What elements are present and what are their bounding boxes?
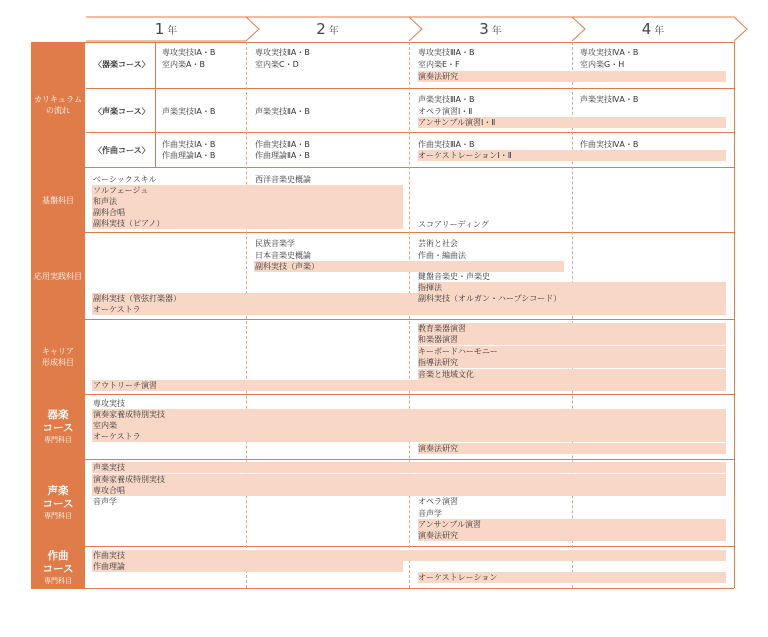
subject-text: 専攻合唱 (93, 486, 125, 495)
subject-text: 音声学 (418, 509, 442, 518)
subject-text: 指導法研究 (418, 358, 458, 367)
subject-text: 作曲実技ⅣA・B (580, 140, 639, 149)
course-label-kigaku: 〈器楽コース〉 (94, 60, 150, 69)
subject-bar (418, 357, 726, 368)
grid-line (31, 232, 734, 233)
subject-text: 演奏家養成特別実技 (93, 475, 165, 484)
subject-text: 室内楽E・F (418, 60, 460, 69)
subject-text: 和楽器演習 (418, 335, 458, 344)
subject-text: 演奏法研究 (418, 444, 458, 453)
subject-text: 専攻実技 (93, 399, 125, 408)
section-label-kigaku: 器楽 コース 専門科目 (31, 395, 85, 459)
grid-line (31, 167, 734, 168)
subject-text: 声楽実技ⅠA・B (162, 107, 216, 116)
subject-bar (92, 550, 726, 561)
subject-text: 専攻実技ⅣA・B (580, 48, 639, 57)
subject-text: ベーシックスキル (93, 175, 157, 184)
subject-text: 作曲理論ⅠA・B (162, 151, 216, 160)
subject-text: オペラ演習 (418, 497, 458, 506)
grid-line (155, 42, 156, 167)
course-label-sakkyoku: 〈作曲コース〉 (94, 146, 150, 155)
subject-text: 室内楽 (93, 421, 117, 430)
subject-text: 作曲実技ⅠA・B (162, 140, 216, 149)
year-1-header: 1 年 (154, 20, 178, 38)
subject-text: 声楽実技ⅡA・B (255, 107, 310, 116)
section-label-kiso: 基盤科目 (31, 168, 85, 232)
grid-line (31, 394, 734, 395)
section-label-seigaku: 声楽 コース 専門科目 (31, 460, 85, 546)
subject-text: 室内楽G・H (580, 60, 625, 69)
subject-text: 鍵盤音楽史・声楽史 (418, 272, 490, 281)
subject-bar (92, 380, 726, 391)
subject-text: ソルフェージュ (93, 186, 149, 195)
grid-line (31, 42, 734, 43)
subject-text: オーケストラ (93, 305, 141, 314)
subject-text: 室内楽C・D (255, 60, 299, 69)
subject-text: 指揮法 (418, 283, 442, 292)
subject-text: 作曲理論 (93, 562, 125, 571)
subject-text: アンサンブル演習Ⅰ・Ⅱ (418, 118, 496, 127)
subject-text: 専攻実技ⅠA・B (162, 48, 216, 57)
subject-text: オペラ演習Ⅰ・Ⅱ (418, 107, 473, 116)
section-label-ouyou: 応用実践科目 (31, 233, 85, 319)
subject-text: 室内楽A・B (162, 60, 205, 69)
subject-bar (92, 561, 403, 572)
subject-text: 声楽実技ⅣA・B (580, 95, 639, 104)
subject-text: オーケストレーション (418, 573, 498, 582)
subject-bar (418, 282, 726, 293)
course-label-seigaku: 〈声楽コース〉 (94, 107, 150, 116)
subject-text: 作曲実技ⅢA・B (418, 140, 475, 149)
grid-line (86, 132, 734, 133)
subject-text: キーボードハーモニー (418, 347, 498, 356)
subject-text: 西洋音楽史概論 (255, 175, 311, 184)
grid-line (31, 319, 734, 320)
subject-bar (92, 304, 726, 315)
subject-bar (418, 443, 726, 454)
subject-text: オーケストラ (93, 432, 141, 441)
grid-line (31, 588, 734, 589)
subject-text: 副科実技（管弦打楽器） (93, 294, 181, 303)
subject-bar (92, 409, 726, 420)
subject-bar (92, 196, 403, 207)
subject-text: 作曲・編曲法 (418, 251, 466, 260)
subject-bar (92, 485, 726, 496)
year-2-header: 2 年 (316, 20, 339, 38)
subject-bar (92, 474, 726, 485)
grid-line (31, 459, 734, 460)
subject-bar (92, 293, 726, 304)
subject-text: 副科合唱 (93, 208, 125, 217)
subject-text: 教育楽器演習 (418, 324, 466, 333)
subject-text: オーケストレーションⅠ・Ⅱ (418, 151, 512, 160)
subject-text: 作曲実技 (93, 551, 125, 560)
year-3-header: 3 年 (479, 20, 502, 38)
section-label-career: キャリア 形成科目 (31, 320, 85, 394)
subject-text: 副科実技（声楽） (255, 262, 319, 271)
subject-bar (418, 530, 726, 541)
subject-text: 音楽と地域文化 (418, 370, 474, 379)
grid-line (409, 42, 410, 588)
grid-line (86, 88, 734, 89)
subject-text: 音声学 (93, 497, 117, 506)
subject-text: 副科実技（オルガン・ハープシコード） (418, 294, 562, 303)
subject-text: 作曲理論ⅡA・B (255, 151, 310, 160)
grid-line (31, 546, 734, 547)
subject-text: 和声法 (93, 197, 117, 206)
subject-bar (92, 420, 726, 431)
subject-text: 副科実技（ピアノ） (93, 219, 165, 228)
subject-bar (92, 462, 726, 473)
section-label-sakkyoku: 作曲 コース 専門科目 (31, 547, 85, 588)
year-4-header: 4 年 (641, 20, 665, 38)
subject-text: 演奏家養成特別実技 (93, 410, 165, 419)
subject-text: 声楽実技 (93, 463, 125, 472)
subject-text: 声楽実技ⅢA・B (418, 95, 475, 104)
subject-text: 民族音楽学 (255, 239, 295, 248)
subject-bar (92, 431, 726, 442)
grid-line (246, 42, 247, 588)
subject-bar (418, 334, 726, 345)
subject-text: 作曲実技ⅡA・B (255, 140, 310, 149)
subject-bar (418, 71, 726, 82)
grid-line (734, 42, 735, 588)
subject-text: 専攻実技ⅢA・B (418, 48, 475, 57)
subject-text: スコアリーディング (418, 220, 489, 229)
subject-text: 日本音楽史概論 (255, 251, 311, 260)
subject-bar (92, 207, 403, 218)
subject-text: 芸術と社会 (418, 239, 458, 248)
section-label-curriculum: カリキュラム の流れ (31, 42, 85, 167)
subject-text: アウトリーチ演習 (93, 381, 157, 390)
subject-text: 演奏法研究 (418, 531, 458, 540)
subject-text: 専攻実技ⅡA・B (255, 48, 310, 57)
subject-text: 演奏法研究 (418, 72, 458, 81)
subject-text: アンサンブル演習 (418, 520, 481, 529)
